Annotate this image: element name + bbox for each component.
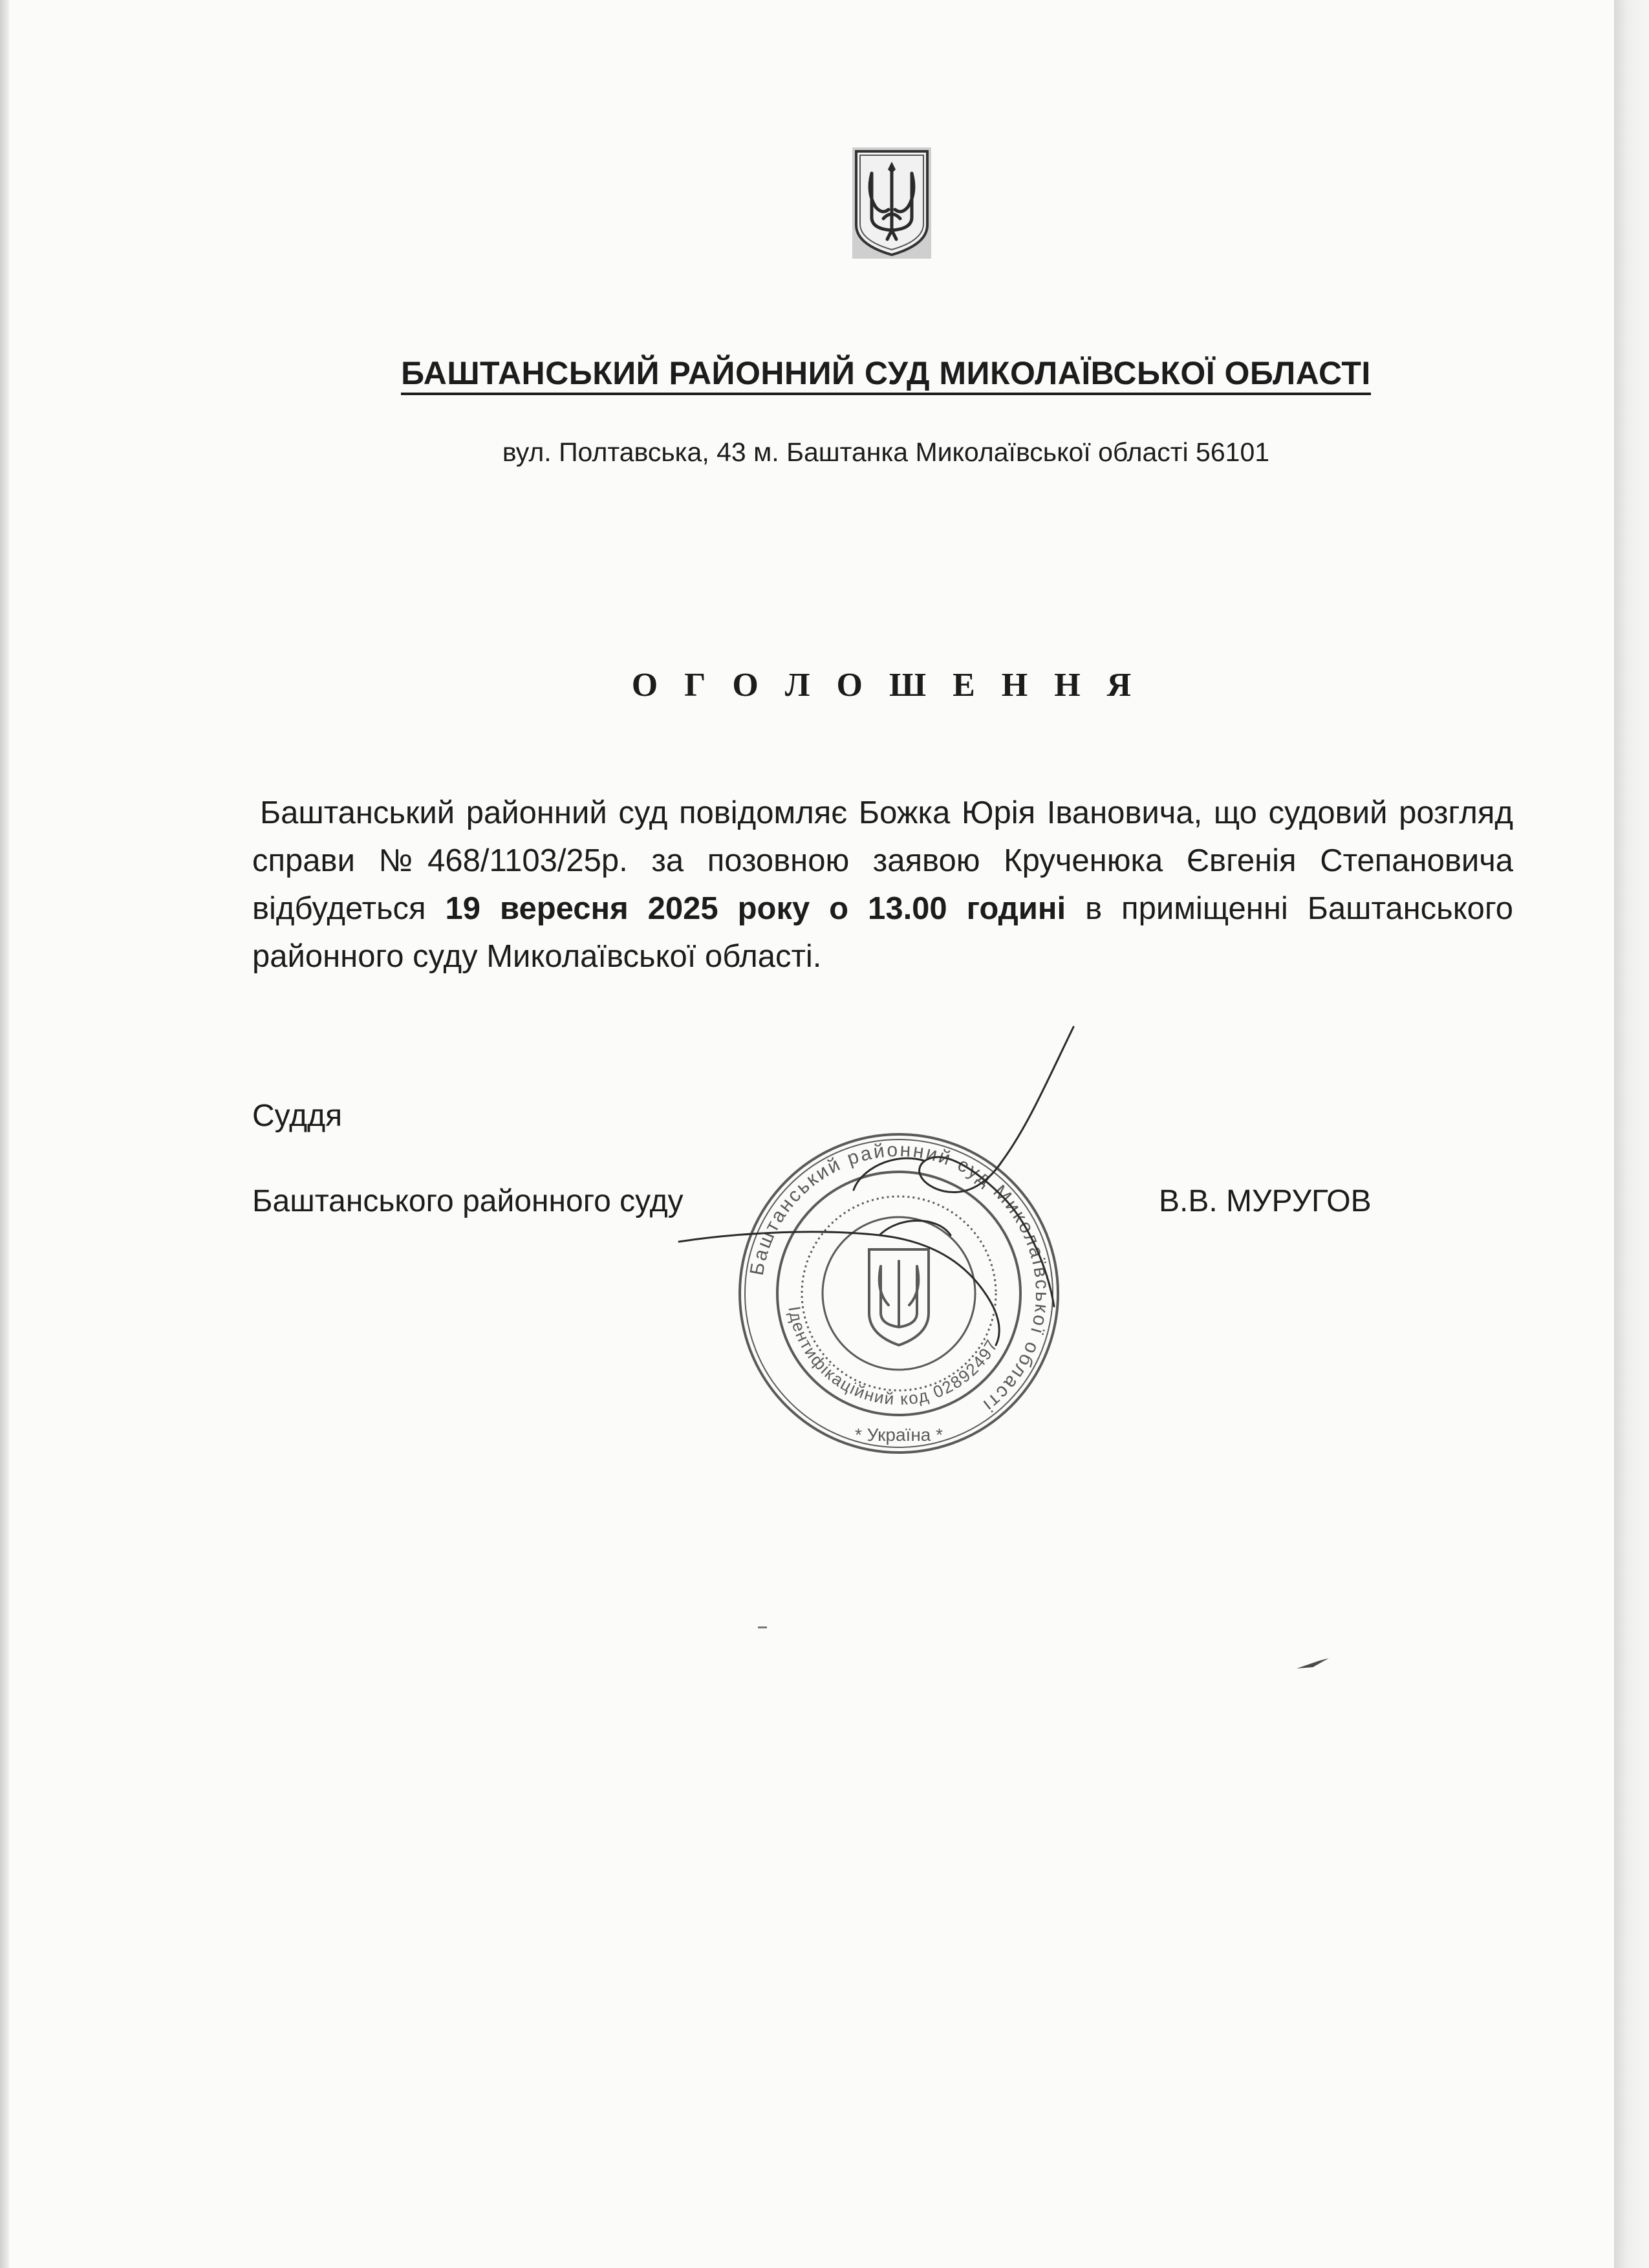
body-hearing-datetime: 19 вересня 2025 року о 13.00 годині xyxy=(445,891,1066,926)
handwritten-signature xyxy=(666,1022,1119,1384)
court-name-heading xyxy=(0,354,1649,392)
scan-edge-right xyxy=(1614,0,1649,2268)
scan-speck xyxy=(1293,1656,1332,1675)
scan-edge-left xyxy=(0,0,9,2268)
svg-text:Баштанський районний суд Микол: Баштанський районний суд Миколаївської області xyxy=(746,1139,1053,1417)
court-address: вул. Полтавська, 43 м. Баштанка Миколаївської області 56101 xyxy=(502,437,1270,467)
judge-title: Суддя xyxy=(252,1099,343,1133)
judge-court: Баштанського районного суду xyxy=(252,1184,684,1218)
body-text-part2: в приміщенні Баштанського районного суду Миколаївської області. xyxy=(252,891,1513,974)
document-heading: О Г О Л О Ш Е Н Н Я xyxy=(631,667,1141,704)
judge-name: В.В. МУРУГОВ xyxy=(1159,1184,1372,1218)
court-name-text: БАШТАНСЬКИЙ РАЙОННИЙ СУД МИКОЛАЇВСЬКОЇ ОБЛАСТІ xyxy=(401,355,1371,395)
announcement-body xyxy=(252,789,1513,980)
svg-text:* Україна *: * Україна * xyxy=(854,1425,943,1445)
body-text-part1: Баштанський районний суд повідомляє Божка Юрія Івановича, що судовий розгляд справи №468/1103/25р. за позовною заявою Крученюка Євгенія Степановича відбудеться xyxy=(252,795,1513,926)
svg-text:Ідентифікаційний код 02892497: Ідентифікаційний код 02892497 xyxy=(784,1304,1002,1409)
scan-speck xyxy=(757,1625,770,1631)
trident-emblem-icon xyxy=(852,147,931,259)
